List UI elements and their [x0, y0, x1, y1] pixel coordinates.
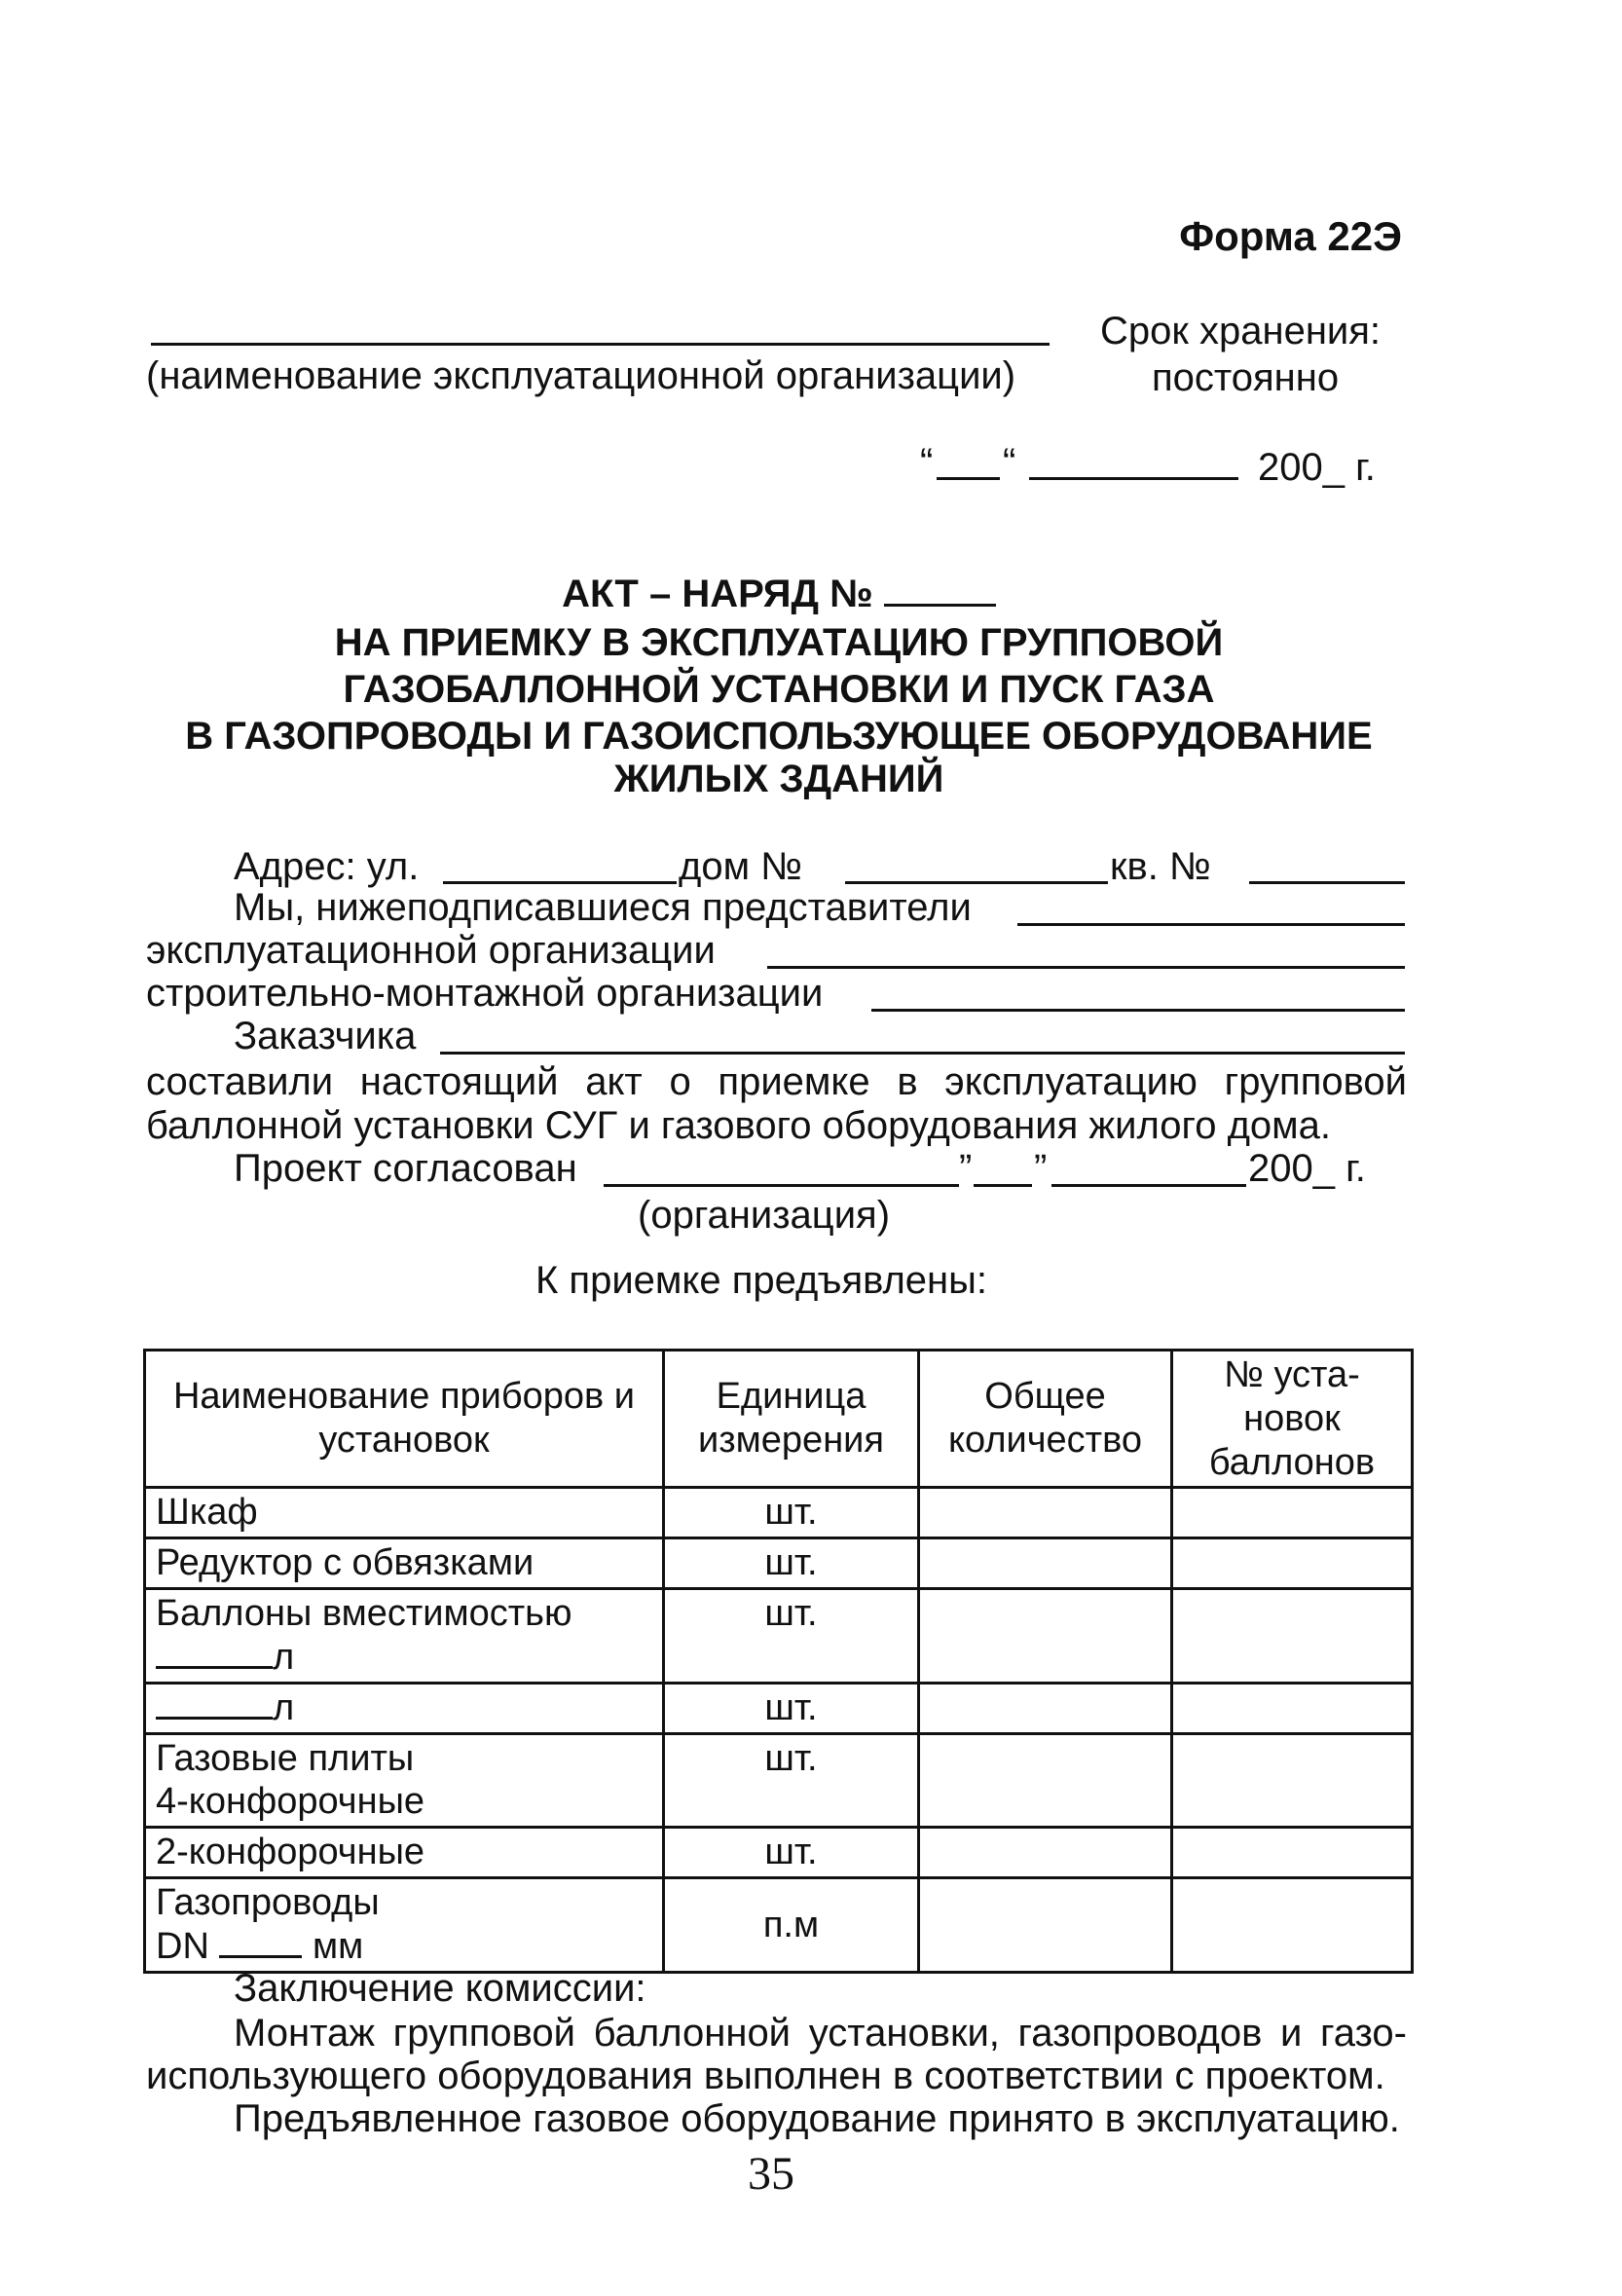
row-name-text: Газопроводы [156, 1882, 380, 1924]
row-name [145, 1878, 664, 1973]
table-row [145, 1878, 1413, 1973]
row-name-text-2: 4-конфорочные [156, 1781, 425, 1823]
org-name-blank[interactable] [151, 343, 1050, 346]
row-installations-cell[interactable] [1172, 1488, 1413, 1538]
project-quote-close: ” [1034, 1147, 1048, 1190]
table-row [145, 1733, 1413, 1828]
representatives-blank[interactable] [1017, 923, 1405, 926]
row-name-text: Баллоны вместимостью [156, 1593, 572, 1635]
act-title-line-4: В ГАЗОПРОВОДЫ И ГАЗОИСПОЛЬЗУЮЩЕЕ ОБОРУДОВАНИЕ [185, 715, 1373, 758]
customer-label: Заказчика [234, 1015, 417, 1057]
row-dn-label: DN [156, 1925, 209, 1967]
construction-org-blank[interactable] [871, 1009, 1405, 1012]
table-row [145, 1589, 1413, 1684]
project-year: 200_ г. [1248, 1147, 1366, 1190]
row-name: Редуктор с обвязками [145, 1538, 664, 1589]
row-total-cell[interactable] [919, 1589, 1172, 1684]
act-title-line-2: НА ПРИЕМКУ В ЭКСПЛУАТАЦИЮ ГРУППОВОЙ [334, 621, 1224, 664]
act-title-line-5: ЖИЛЫХ ЗДАНИЙ [613, 758, 944, 800]
header-installations: № уста-новок баллонов [1172, 1351, 1413, 1488]
street-blank[interactable] [443, 881, 677, 884]
row-name [145, 1683, 664, 1733]
header-total: Общее количество [919, 1351, 1172, 1488]
row-installations-cell[interactable] [1172, 1683, 1413, 1733]
date-month-blank[interactable] [1029, 477, 1238, 480]
date-quote-open: “ [920, 441, 934, 484]
signatories-intro: Мы, нижеподписавшиеся представители [234, 886, 972, 929]
date-quote-close: “ [1003, 441, 1016, 484]
row-unit: шт. [664, 1733, 919, 1828]
row-unit: п.м [664, 1878, 919, 1973]
presented-heading: К приемке предъявлены: [535, 1259, 987, 1302]
row-mm-unit: мм [313, 1925, 364, 1967]
row-installations-cell[interactable] [1172, 1589, 1413, 1684]
table-header-row [145, 1351, 1413, 1488]
row-diameter [156, 1925, 652, 1969]
row-installations-cell[interactable] [1172, 1828, 1413, 1878]
header-unit: Единица измерения [664, 1351, 919, 1488]
conclusion-line-2: использующего оборудования выполнен в соответствии с проектом. [146, 2055, 1385, 2097]
row-total-cell[interactable] [919, 1683, 1172, 1733]
row-total-cell[interactable] [919, 1878, 1172, 1973]
row-unit: шт. [664, 1488, 919, 1538]
construction-org-label: строительно-монтажной организации [146, 972, 824, 1015]
row-unit: шт. [664, 1589, 919, 1684]
address-house-label: дом № [679, 845, 803, 888]
row-total-cell[interactable] [919, 1488, 1172, 1538]
project-day-blank[interactable] [974, 1184, 1032, 1187]
row-total-cell[interactable] [919, 1538, 1172, 1589]
project-label: Проект согласован [234, 1147, 577, 1190]
row-total-cell[interactable] [919, 1733, 1172, 1828]
project-quote-open: ” [959, 1147, 973, 1190]
header-name: Наименование приборов и установок [145, 1351, 664, 1488]
table-row [145, 1538, 1413, 1589]
page-number: 35 [748, 2148, 794, 2200]
act-title-line-3: ГАЗОБАЛЛОННОЙ УСТАНОВКИ И ПУСК ГАЗА [343, 668, 1215, 711]
statement-line-1: составили настоящий акт о приемке в эксплуатацию групповой [146, 1060, 1407, 1103]
customer-blank[interactable] [440, 1052, 1405, 1055]
row-name: 2-конфорочные [145, 1828, 664, 1878]
date-year: 200_ г. [1258, 446, 1376, 489]
apt-blank[interactable] [1249, 881, 1405, 884]
project-org-caption: (организация) [638, 1194, 891, 1237]
operating-org-label: эксплуатационной организации [146, 929, 716, 972]
address-apt-label: кв. № [1110, 845, 1211, 888]
row-total-cell[interactable] [919, 1828, 1172, 1878]
table-row [145, 1683, 1413, 1733]
date-day-blank[interactable] [937, 477, 1000, 480]
form-label: Форма 22Э [1179, 213, 1402, 259]
conclusion-line-1: Монтаж групповой баллонной установки, газопроводов и газо- [234, 2012, 1407, 2055]
operating-org-blank[interactable] [767, 966, 1405, 969]
row-installations-cell[interactable] [1172, 1538, 1413, 1589]
address-street-label: Адрес: ул. [234, 845, 420, 888]
row-installations-cell[interactable] [1172, 1733, 1413, 1828]
statement-line-2: баллонной установки СУГ и газового оборудования жилого дома. [146, 1104, 1332, 1147]
conclusion-line-3: Предъявленное газовое оборудование принято в эксплуатацию. [234, 2097, 1400, 2140]
act-title-line-1: АКТ – НАРЯД № [127, 574, 1431, 613]
row-volume-unit: л [273, 1686, 295, 1728]
org-name-caption: (наименование эксплуатационной организации) [146, 354, 1016, 397]
row-name [145, 1733, 664, 1828]
row-name: Шкаф [145, 1488, 664, 1538]
row-volume [156, 1636, 652, 1680]
project-org-blank[interactable] [604, 1184, 959, 1187]
storage-label: Срок хранения: [1100, 310, 1382, 352]
row-name-text: Газовые плиты [156, 1737, 415, 1779]
table-row [145, 1828, 1413, 1878]
equipment-table [143, 1349, 1414, 1974]
row-unit: шт. [664, 1828, 919, 1878]
row-installations-cell[interactable] [1172, 1878, 1413, 1973]
table-row [145, 1488, 1413, 1538]
storage-value: постоянно [1152, 356, 1340, 399]
project-month-blank[interactable] [1051, 1184, 1246, 1187]
row-unit: шт. [664, 1538, 919, 1589]
row-name [145, 1589, 664, 1684]
row-unit: шт. [664, 1683, 919, 1733]
row-volume-unit: л [273, 1636, 295, 1678]
conclusion-heading: Заключение комиссии: [234, 1967, 646, 2010]
house-blank[interactable] [845, 881, 1108, 884]
